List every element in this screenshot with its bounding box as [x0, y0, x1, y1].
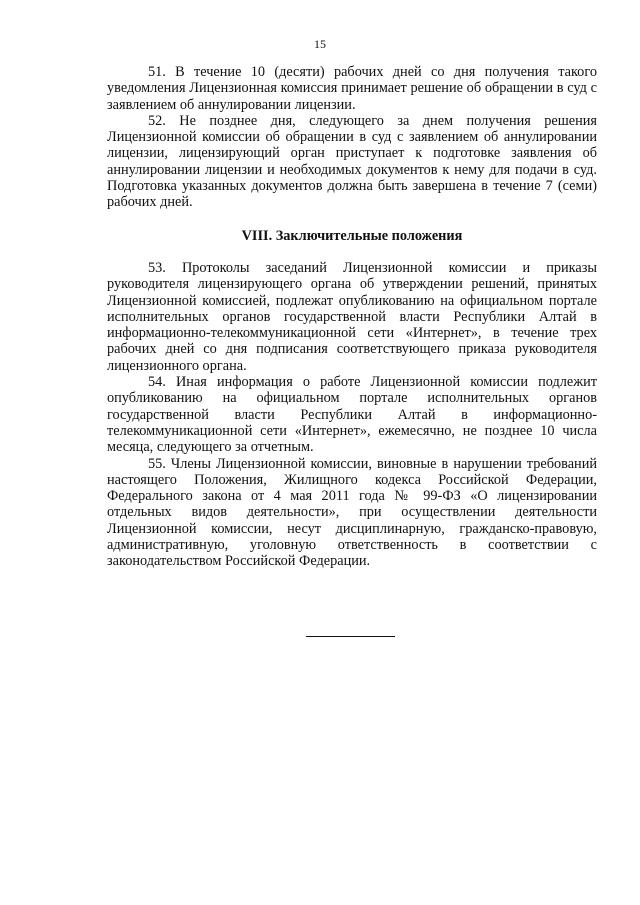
page-number: 15: [314, 37, 326, 51]
paragraph-54: 54. Иная информация о работе Лицензионной комиссии подлежит опубликованию на официальном портале исполнительных органов государственной власти Республики Алтай в информационно-телекоммуникационной сети «Интернет», ежемесячно, не позднее 10 числа месяца, следующего за отчетным.: [107, 374, 597, 456]
end-of-document-rule: [306, 636, 395, 637]
section-title: VIII. Заключительные положения: [241, 227, 463, 244]
paragraph-52: 52. Не позднее дня, следующего за днем получения решения Лицензионной комиссии об обращении в суд с заявлением об аннулировании лицензии, лицензирующий орган приступает к подготовке заявления об аннулировании лицензии и необходимых документов к нему для подачи в суд. Подготовка указанных документов должна быть завершена в течение 7 (семи) рабочих дней.: [107, 112, 597, 211]
document-body: [107, 64, 597, 570]
paragraph-51: 51. В течение 10 (десяти) рабочих дней со дня получения такого уведомления Лицензионная комиссия принимает решение об обращении в суд с заявлением об аннулировании лицензии.: [107, 64, 597, 113]
paragraph-55: 55. Члены Лицензионной комиссии, виновные в нарушении требований настоящего Положения, Жилищного кодекса Российской Федерации, Федерального закона от 4 мая 2011 года № 99-ФЗ «О лицензировании отдельных видов деятельности», при осуществлении деятельности Лицензионной комиссии, несут дисциплинарную, гражданско-правовую, административную, уголовную ответственность в соответствии с законодательством Российской Федерации.: [107, 455, 597, 570]
paragraph-53: 53. Протоколы заседаний Лицензионной комиссии и приказы руководителя лицензирующего органа об утверждении решений, принятых Лицензионной комиссией, подлежат опубликованию на официальном портале исполнительных органов государственной власти Республики Алтай в информационно-телекоммуникационной сети «Интернет», в течение трех рабочих дней со дня подписания соответствующего приказа руководителя лицензионного органа.: [107, 259, 597, 374]
